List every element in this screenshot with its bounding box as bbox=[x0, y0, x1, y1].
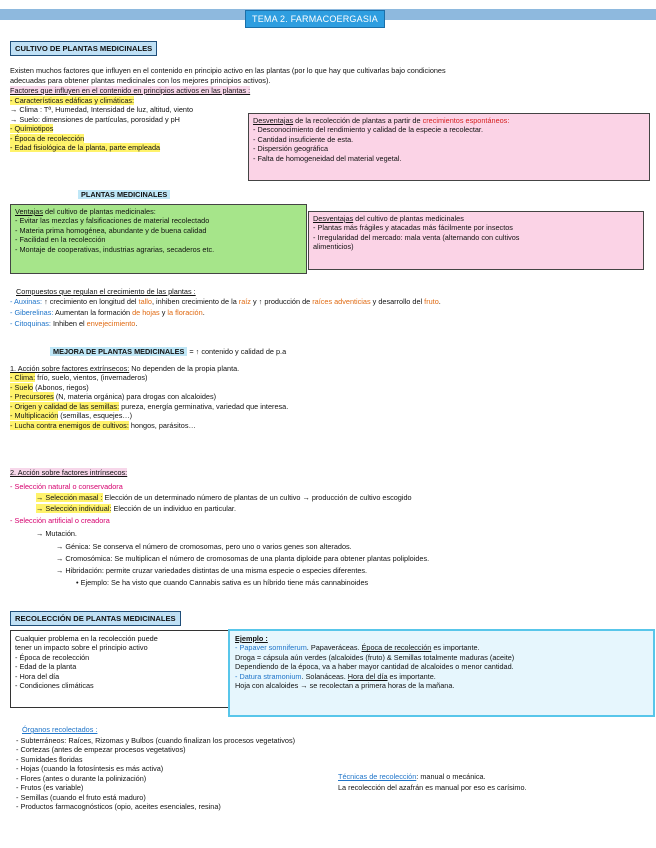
tecnicas-note: La recolección del azafrán es manual por eso es carísimo. bbox=[338, 783, 527, 792]
citoquinas-text: Inhiben el bbox=[50, 319, 87, 328]
auxinas-text: y desarrollo del bbox=[370, 297, 425, 306]
list-item: - Hojas (cuando la fotosíntesis es más activa) bbox=[16, 764, 164, 774]
intro-line-2: adecuadas para obtener plantas medicinales con los mejores principios activos). bbox=[10, 76, 271, 85]
conditions-intro: tener un impacto sobre el principio activo bbox=[15, 643, 148, 653]
factor-item: - Características edáficas y climáticas: bbox=[10, 96, 135, 105]
list-item-label: - Multiplicación bbox=[10, 411, 59, 421]
disadvantages-title-word: Desventajas bbox=[313, 214, 354, 223]
auxinas-text: ↑ crecimiento en longitud del bbox=[42, 297, 139, 306]
spontaneous-disadvantages-box bbox=[248, 113, 650, 181]
auxinas-text: . bbox=[438, 297, 441, 306]
list-item: - Edad de la planta bbox=[15, 662, 77, 672]
intrinsic-heading: 2. Acción sobre factores intrínsecos: bbox=[10, 468, 128, 477]
factors-heading: Factores que influyen en el contenido en principios activos en las plantas : bbox=[10, 86, 251, 95]
list-item-label: - Clima: bbox=[10, 373, 36, 383]
mutacion: → Mutación. bbox=[36, 529, 77, 538]
cultivation-advantages-box bbox=[10, 204, 307, 274]
organos-list bbox=[16, 736, 295, 812]
list-item: - Frutos (es variable) bbox=[16, 783, 84, 793]
giberelinas-floracion: la floración bbox=[167, 308, 203, 317]
auxinas-label: - Auxinas: bbox=[10, 297, 43, 306]
mejora-label: MEJORA DE PLANTAS MEDICINALES bbox=[50, 347, 187, 356]
example-emphasis: Hora del día bbox=[347, 671, 388, 681]
example-text: . Solanáceas. bbox=[301, 671, 348, 681]
auxinas-line bbox=[10, 297, 441, 306]
list-item: - Falta de homogeneidad del material vegetal. bbox=[253, 153, 402, 163]
compounds-heading: Compuestos que regulan el crecimiento de las plantas : bbox=[16, 287, 196, 296]
extrinsic-block bbox=[10, 364, 288, 430]
hibridacion: → Hibridación: permite cruzar variedades distintas de una misma especie o especies diferentes. bbox=[56, 566, 368, 575]
indiv-label: → Selección individual: bbox=[36, 504, 112, 513]
auxinas-fruto: fruto bbox=[424, 297, 439, 306]
giberelinas-line bbox=[10, 308, 205, 317]
list-item: - Facilidad en la recolección bbox=[15, 235, 106, 245]
spont-title-word: Desventajas bbox=[253, 116, 294, 125]
conditions-intro: Cualquier problema en la recolección puede bbox=[15, 634, 158, 643]
mejora-heading bbox=[50, 347, 286, 356]
extrinsic-suffix: No dependen de la propia planta. bbox=[129, 364, 240, 373]
masal-text: Elección de un determinado número de plantas de un cultivo → producción de cultivo escogido bbox=[102, 493, 412, 502]
auxinas-text: , inhiben crecimiento de la bbox=[151, 297, 239, 306]
list-item-label: - Precursores bbox=[10, 392, 54, 402]
page-title: TEMA 2. FARMACOERGASIA bbox=[245, 10, 385, 28]
cultivation-disadvantages-box bbox=[308, 211, 644, 270]
species-name: - Datura stramonium bbox=[235, 671, 302, 681]
citoquinas-line bbox=[10, 319, 137, 328]
section-heading-cultivo: CULTIVO DE PLANTAS MEDICINALES bbox=[10, 41, 157, 56]
auxinas-text: y ↑ producción de bbox=[250, 297, 313, 306]
giberelinas-hojas: de hojas bbox=[132, 308, 160, 317]
natural-selection: - Selección natural o conservadora bbox=[10, 482, 123, 491]
example-text: Hoja con alcaloides → se recolectan a primera horas de la mañana. bbox=[235, 681, 455, 691]
example-text: Droga = cápsula aún verdes (alcaloides (fruto) & Semillas totalmente maduras (aceite) bbox=[235, 652, 515, 662]
section-heading-recoleccion: RECOLECCIÓN DE PLANTAS MEDICINALES bbox=[10, 611, 181, 626]
tecnicas-suffix: : manual o mecánica. bbox=[416, 772, 486, 781]
auxinas-raices: raíces adventicias bbox=[312, 297, 371, 306]
factor-item: - Químiotipos bbox=[10, 124, 54, 134]
artificial-selection: - Selección artificial o creadora bbox=[10, 516, 110, 525]
auxinas-raiz: raíz bbox=[238, 297, 251, 306]
list-item: - Dispersión geográfica bbox=[253, 144, 329, 154]
list-item: - Condiciones climáticas bbox=[15, 681, 94, 691]
advantages-title-word: Ventajas bbox=[15, 207, 43, 216]
hibridacion-example: • Ejemplo: Se ha visto que cuando Cannabis sativa es un híbrido tiene más cannabinoides bbox=[76, 578, 369, 587]
list-item-text: hongos, parásitos… bbox=[128, 420, 196, 430]
citoquinas-env: envejecimiento bbox=[86, 319, 136, 328]
example-emphasis: Época de recolección bbox=[361, 643, 432, 653]
list-item-text: (Abonos, riegos) bbox=[33, 382, 89, 392]
factor-item: - Edad fisiológica de la planta, parte empleada bbox=[10, 143, 161, 153]
list-item: - Época de recolección bbox=[15, 652, 90, 662]
example-text: . Papaveráceas. bbox=[306, 643, 362, 653]
list-item: - Semillas (cuando el fruto está maduro) bbox=[16, 792, 146, 802]
genica: → Génica: Se conserva el número de cromosomas, pero uno o varios genes son alterados. bbox=[56, 542, 352, 551]
giberelinas-text: Aumentan la formación bbox=[53, 308, 133, 317]
tecnicas-label: Técnicas de recolección bbox=[338, 772, 417, 781]
list-item: - Flores (antes o durante la polinización) bbox=[16, 773, 147, 783]
list-item: - Evitar las mezclas y falsificaciones de material recolectado bbox=[15, 216, 210, 226]
list-item: - Subterráneos: Raíces, Rizomas y Bulbos (cuando finalizan los procesos vegetativos) bbox=[16, 736, 296, 745]
mejora-suffix: = ↑ contenido y calidad de p.a bbox=[187, 347, 287, 356]
plantas-medicinales-label: PLANTAS MEDICINALES bbox=[78, 190, 170, 199]
list-item: - Productos farmacognósticos (opio, aceites esenciales, resina) bbox=[16, 802, 221, 812]
masal-label: → Selección masal : bbox=[36, 493, 103, 502]
giberelinas-label: - Giberelinas: bbox=[10, 308, 54, 317]
list-item: alimenticios) bbox=[313, 242, 354, 252]
conditions-box bbox=[10, 630, 232, 708]
list-item: - Sumidades floridas bbox=[16, 754, 83, 764]
list-item-text: frío, suelo, vientos, (invernaderos) bbox=[35, 373, 148, 383]
list-item-label: - Lucha contra enemigos de cultivos: bbox=[10, 420, 129, 430]
list-item: - Irregularidad del mercado: mala venta (alternando con cultivos bbox=[313, 232, 520, 242]
list-item-text: (semillas, esquejes…) bbox=[58, 411, 133, 421]
list-item-text: (N, materia orgánica) para drogas con alcaloides) bbox=[53, 392, 217, 402]
indiv-text: Elección de un individuo en particular. bbox=[111, 504, 236, 513]
citoquinas-label: - Citoquinas: bbox=[10, 319, 51, 328]
giberelinas-text: y bbox=[159, 308, 168, 317]
masal-selection bbox=[36, 493, 412, 502]
example-text: Dependiendo de la época, va a haber mayor cantidad de alcaloides o menor cantidad. bbox=[235, 662, 514, 672]
list-item: - Materia prima homogénea, abundante y de buena calidad bbox=[15, 225, 207, 235]
factor-item: → Clima : Tª, Humedad, Intensidad de luz, altitud, viento bbox=[10, 105, 194, 115]
list-item: - Cantidad insuficiente de esta. bbox=[253, 134, 354, 144]
giberelinas-text: . bbox=[202, 308, 205, 317]
advantages-title-rest: del cultivo de plantas medicinales: bbox=[43, 207, 156, 216]
intro-line-1: Existen muchos factores que influyen en el contenido en principio activo en las plantas (por lo que hay que cultivarlas bajo condiciones bbox=[10, 66, 446, 75]
citoquinas-text: . bbox=[135, 319, 138, 328]
example-text: es importante. bbox=[387, 671, 436, 681]
list-item: - Plantas más frágiles y atacadas más fácilmente por insectos bbox=[313, 223, 513, 233]
list-item-label: - Origen y calidad de las semillas: bbox=[10, 401, 120, 411]
disadvantages-title-rest: del cultivo de plantas medicinales bbox=[353, 214, 464, 223]
tecnicas-line bbox=[338, 772, 486, 781]
cromosomica: → Cromosómica: Se multiplican el número de cromosomas de una planta diploide para obtener plantas poliploides. bbox=[56, 554, 430, 563]
list-item-text: pureza, energía germinativa, variedad que interesa. bbox=[119, 401, 289, 411]
list-item-label: - Suelo bbox=[10, 382, 34, 392]
individual-selection bbox=[36, 504, 236, 513]
factors-list bbox=[10, 96, 193, 153]
factor-item: → Suelo: dimensiones de partículas, porosidad y pH bbox=[10, 114, 180, 124]
list-item: - Cortezas (antes de empezar procesos vegetativos) bbox=[16, 745, 186, 755]
organos-heading: Órganos recolectados : bbox=[22, 725, 98, 734]
factor-item: - Época de recolección bbox=[10, 133, 85, 143]
spont-title-end: crecimientos espontáneos: bbox=[422, 116, 510, 125]
list-item: - Hora del día bbox=[15, 671, 60, 681]
extrinsic-heading: 1. Acción sobre factores extrínsecos: bbox=[10, 364, 130, 373]
spont-title-mid: de la recolección de plantas a partir de bbox=[293, 116, 423, 125]
species-name: - Papaver somniferum bbox=[235, 643, 307, 653]
example-title: Ejemplo : bbox=[235, 634, 268, 643]
list-item: - Montaje de cooperativas, industrias agrarias, secaderos etc. bbox=[15, 244, 215, 254]
list-item: - Desconocimiento del rendimiento y calidad de la especie a recolectar. bbox=[253, 125, 483, 135]
example-box bbox=[228, 629, 655, 717]
auxinas-tallo: tallo bbox=[138, 297, 152, 306]
example-text: es importante. bbox=[431, 643, 480, 653]
